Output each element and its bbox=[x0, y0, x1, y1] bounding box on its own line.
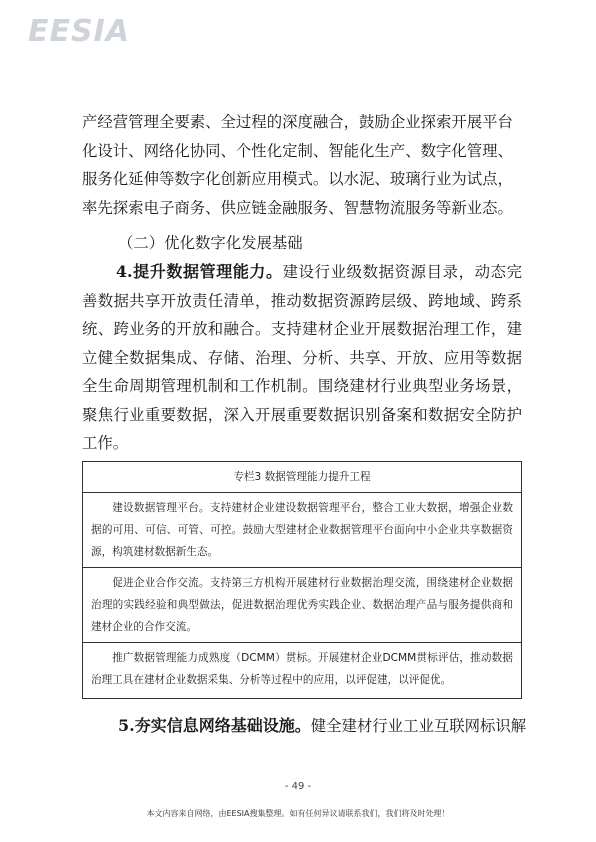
paragraph-text: 健全建材行业工业互联网标识解 bbox=[310, 717, 527, 735]
eesia-logo: EESIA bbox=[28, 14, 130, 49]
column-box bbox=[82, 461, 522, 699]
column-box-item: 推广数据管理能力成熟度（DCMM）贯标。开展建材企业DCMM贯标评估，推动数据治理工具在建材企业数据采集、分析等过程中的应用，以评促建，以评促优。 bbox=[83, 642, 521, 695]
paragraph-text: 建设行业级数据资源目录，动态完善数据共享开放责任清单，推动数据资源跨层级、跨地域、跨系统、跨业务的开放和融合。支持建材企业开展数据治理工作，建立健全数据集成、存储、治理、分析、共享、开放、应用等数据全生命周期管理机制和工作机制。围绕建材行业典型业务场景，聚焦行业重要数据，深入开展重要数据识别备案和数据安全防护工作。 bbox=[82, 263, 522, 452]
column-box-item: 促进企业合作交流。支持第三方机构开展建材行业数据治理交流，围绕建材企业数据治理的实践经验和典型做法，促进数据治理优秀实践企业、数据治理产品与服务提供商和建材企业的合作交流。 bbox=[83, 567, 521, 642]
paragraph-line: 率先探索电子商务、供应链金融服务、智慧物流服务等新业态。 bbox=[82, 198, 513, 217]
paragraph-digital-innovation bbox=[82, 108, 522, 222]
footer-note: 本文内容来自网络，由EESIA搜集整理。如有任何异议请联系我们，我们将及时处理！ bbox=[146, 809, 450, 818]
paragraph-data-management bbox=[82, 258, 522, 458]
paragraph-line: 化设计、网络化协同、个性化定制、智能化生产、数字化管理、 bbox=[82, 141, 513, 160]
paragraph-network-infrastructure bbox=[118, 712, 528, 740]
paragraph-line: 服务化延伸等数字化创新应用模式。以水泥、玻璃行业为试点， bbox=[82, 170, 513, 188]
paragraph-lead: 5.夯实信息网络基础设施。 bbox=[118, 716, 311, 735]
page-number: - 49 - bbox=[284, 781, 312, 792]
paragraph-lead: 4.提升数据管理能力。 bbox=[115, 262, 283, 281]
column-box-title: 专栏3 数据管理能力提升工程 bbox=[83, 462, 521, 493]
section-heading: （二）优化数字化发展基础 bbox=[118, 234, 303, 252]
paragraph-line: 产经营管理全要素、全过程的深度融合，鼓励企业探索开展平台 bbox=[82, 113, 513, 131]
column-box-item: 建设数据管理平台。支持建材企业建设数据管理平台，整合工业大数据，增强企业数据的可用、可信、可管、可控。鼓励大型建材企业数据管理平台面向中小企业共享数据资源，构筑建材数据新生态。 bbox=[91, 502, 513, 558]
